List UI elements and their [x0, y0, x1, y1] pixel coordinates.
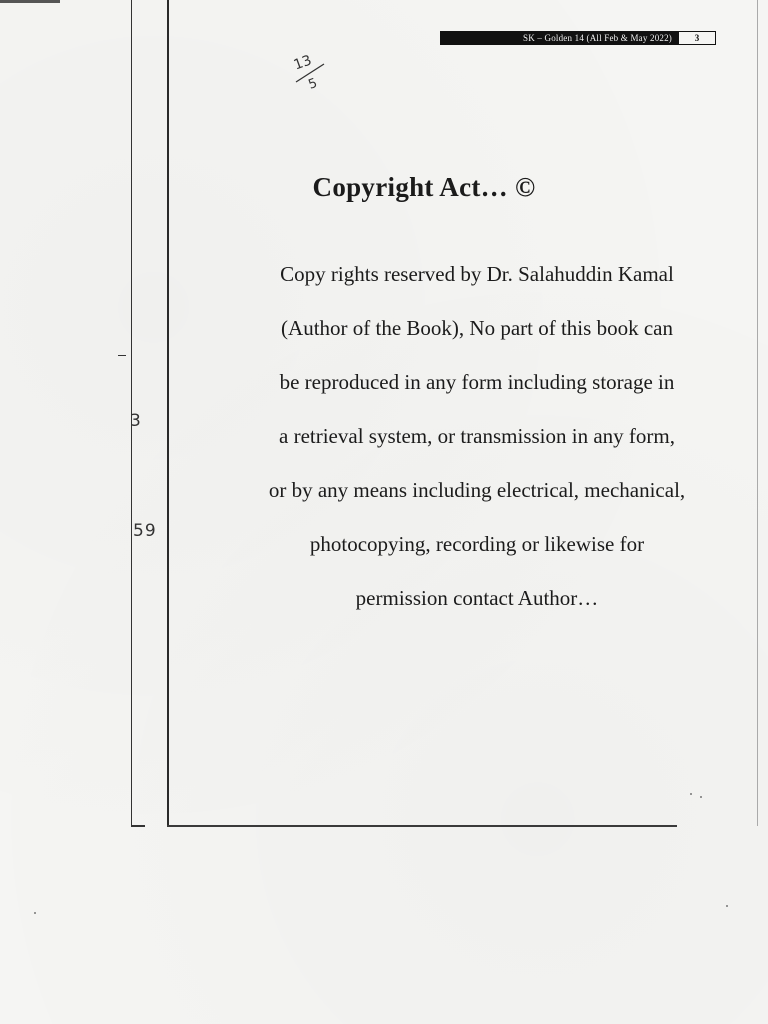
handwritten-fraction-drawing: [290, 52, 330, 94]
page-right-edge: [757, 0, 758, 826]
paragraph-line: photocopying, recording or likewise for: [309, 532, 645, 556]
fraction-denominator: 5: [306, 75, 320, 93]
handwritten-margin-number: 3: [130, 411, 141, 431]
copyright-paragraph: [222, 252, 732, 630]
handwritten-fraction: [290, 52, 330, 94]
binding-line-right: [167, 0, 169, 826]
scan-speck: [34, 912, 36, 914]
page-bottom-edge: [167, 825, 677, 827]
paragraph-line: or by any means including electrical, mechanical,: [268, 478, 686, 502]
margin-tick: [118, 355, 126, 356]
paragraph-line: be reproduced in any form including storage in: [279, 370, 675, 394]
scan-speck: [726, 905, 728, 907]
page-bottom-edge-left: [131, 825, 145, 827]
page-number: 3: [678, 31, 716, 45]
handwritten-margin-number: 59: [133, 521, 157, 541]
paragraph-line: permission contact Author…: [355, 586, 599, 610]
header-title: SK – Golden 14 (All Feb & May 2022): [440, 31, 678, 45]
paragraph-line: (Author of the Book), No part of this book can: [281, 316, 673, 340]
fraction-numerator: 13: [291, 52, 314, 74]
paragraph-line: Copy rights reserved by Dr. Salahuddin Kamal: [280, 262, 674, 286]
paragraph-line: a retrieval system, or transmission in any form,: [279, 424, 675, 448]
scan-speck: [700, 796, 702, 798]
page-title: Copyright Act… ©: [312, 172, 536, 202]
scan-speck: [690, 793, 692, 795]
scan-edge-mark: [0, 0, 60, 3]
running-header: [440, 31, 716, 45]
